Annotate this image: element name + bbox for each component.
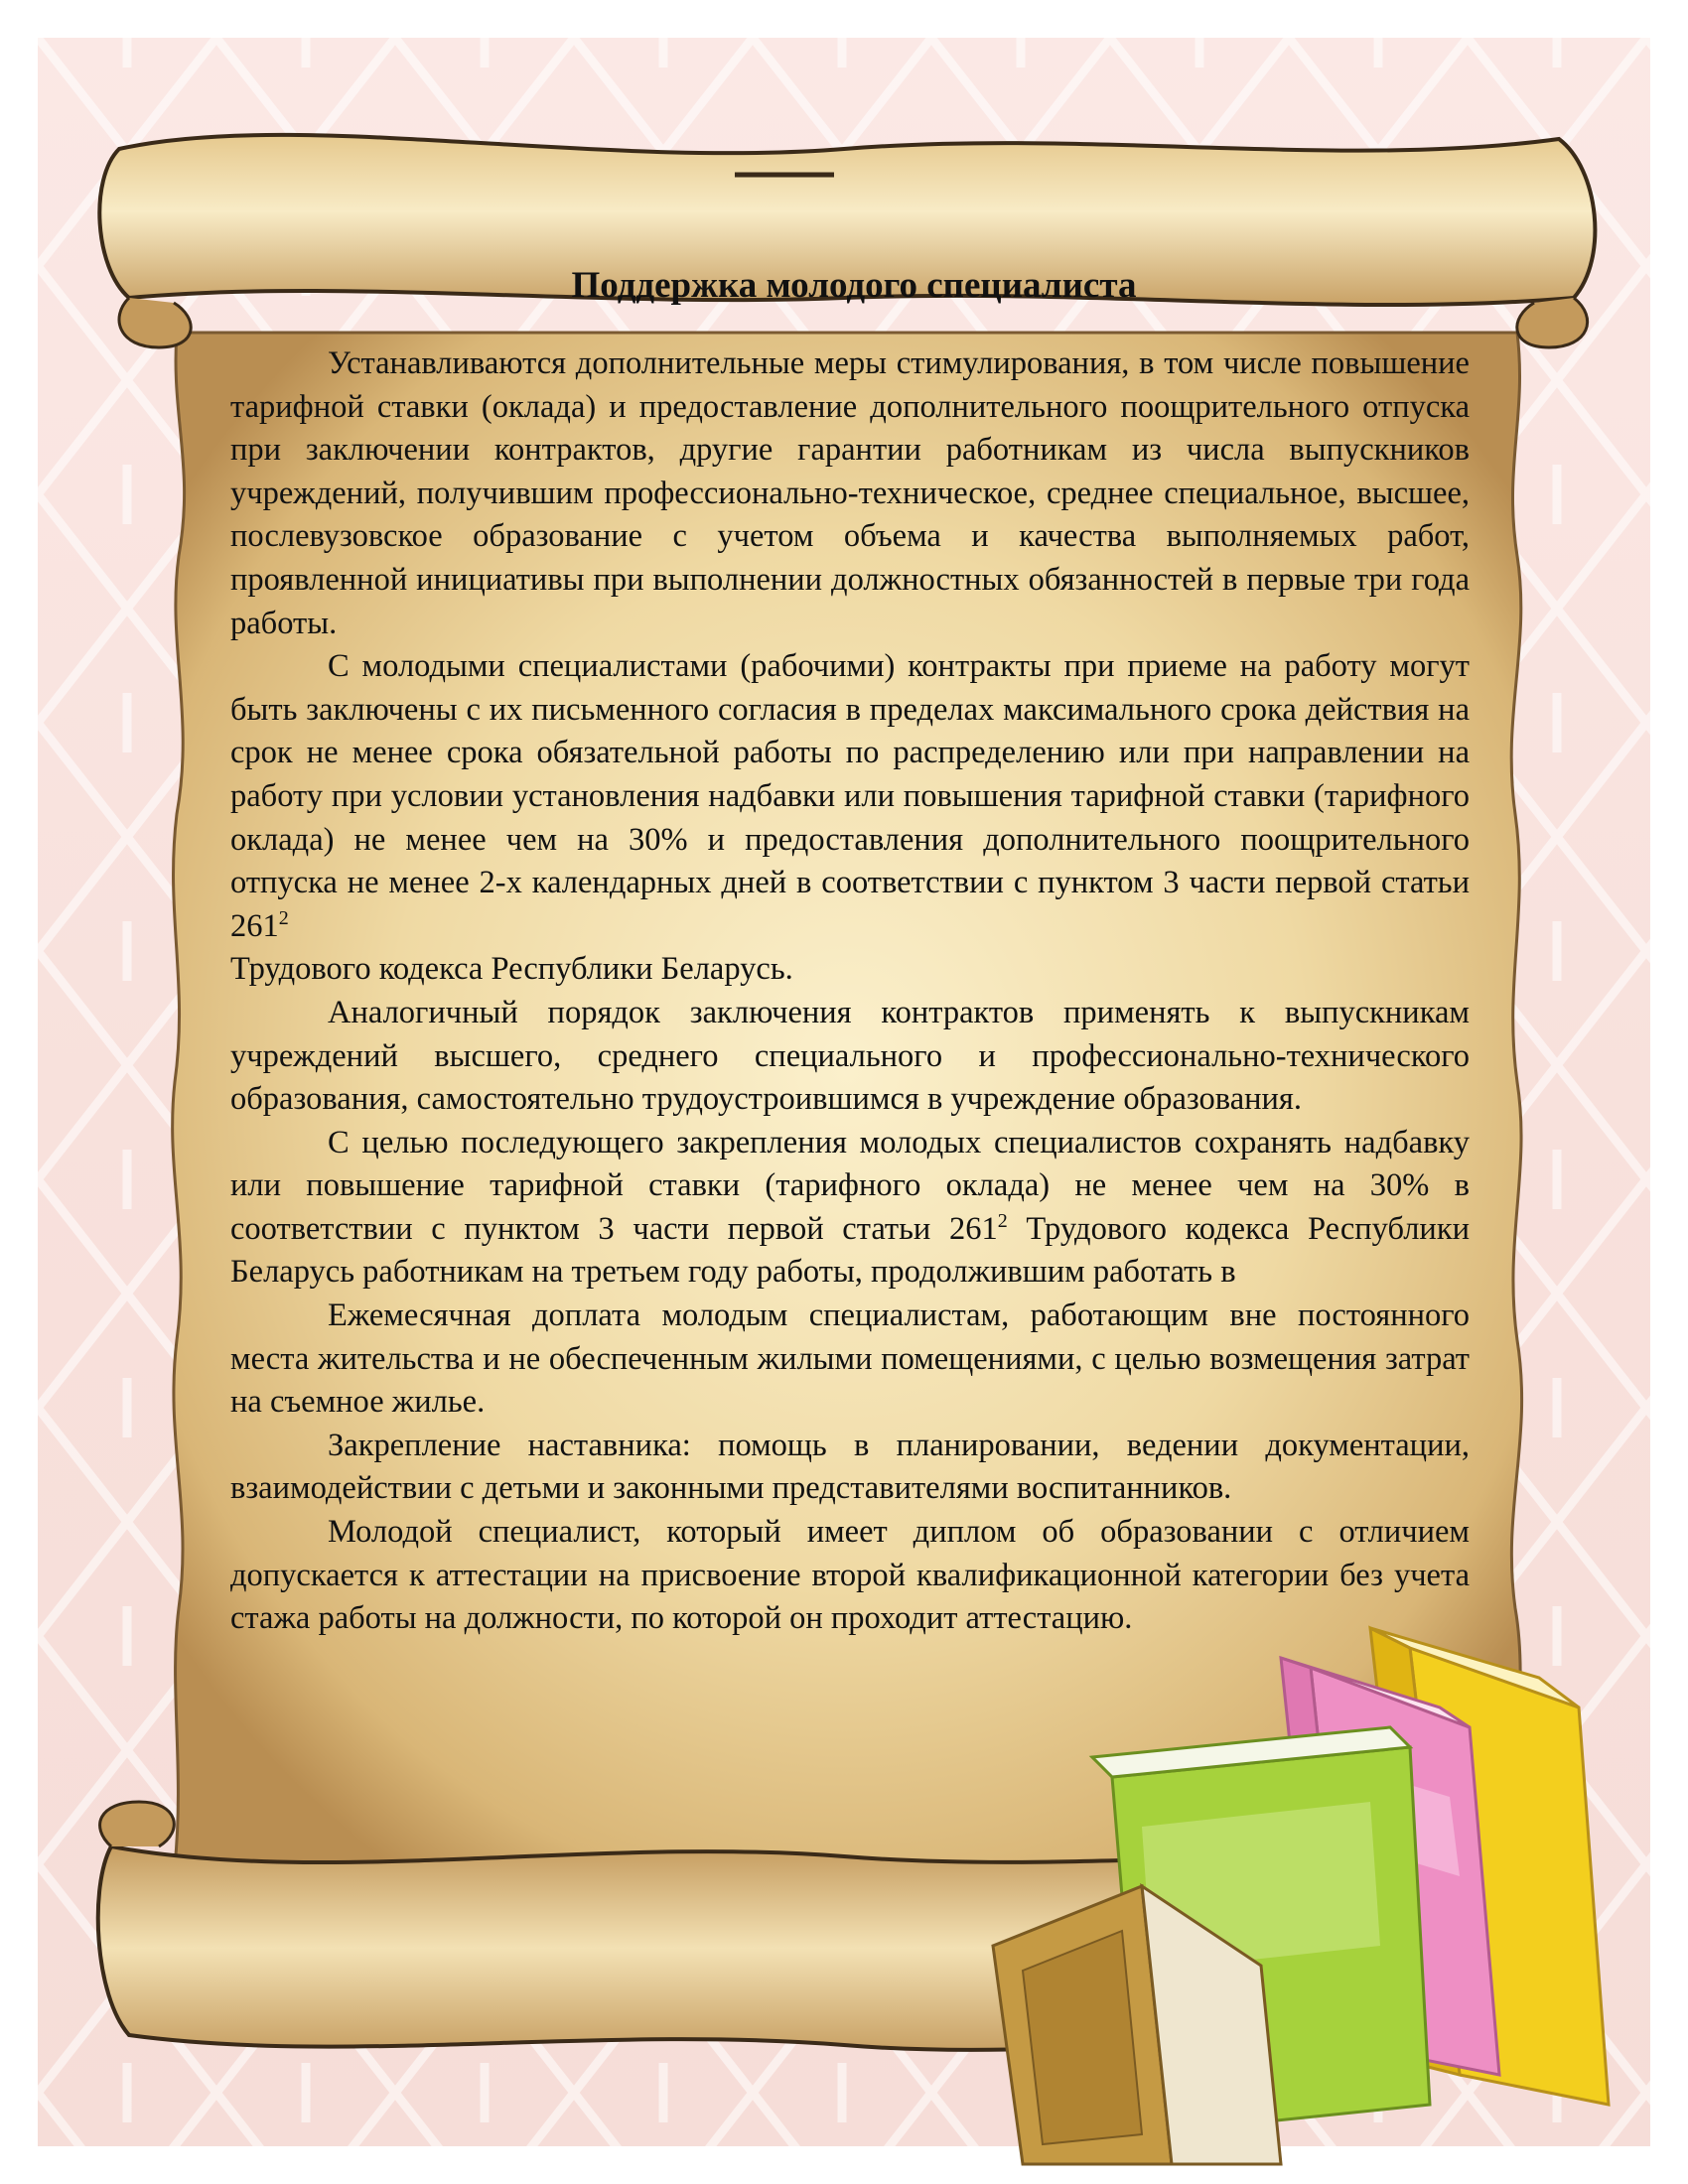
superscript-2: 2 xyxy=(997,1210,1008,1233)
superscript-1: 2 xyxy=(278,906,289,929)
paragraph-2-text: С молодыми специалистами (рабочими) контракты при приеме на работу могут быть заключены с их письменного согласия в пределах максимального срока действия на срок не менее срока обязательной работы по распределению или при направлении на работу при условии установления надбавки или повышения тарифной ставки (тарифного оклада) не менее чем на 30% и предоставления дополнительного поощрительного отпуска не менее 2-х календарных дней в соответствии с пунктом 3 части первой статьи 261 xyxy=(230,648,1470,944)
paragraph-4-text: С целью последующего закрепления молодых специалистов сохранять надбавку или повышение тарифной ставки (тарифного оклада) не менее чем на 30% в соответствии с пунктом 3 части первой статьи 261 xyxy=(230,1124,1470,1247)
paragraph-4-text-end: Трудового кодекса Республики Беларусь работникам на третьем году работы, продолжившим работать в xyxy=(230,1210,1471,1291)
paragraph-3: Аналогичный порядок заключения контрактов применять к выпускникам учреждений высшего, среднего специального и профессионально-технического образования, самостоятельно трудоустроившимся в учреждение образования. xyxy=(230,994,1470,1118)
paragraph-2-continued: Трудового кодекса Республики Беларусь. xyxy=(230,951,793,988)
paragraph-4 xyxy=(230,1122,1470,1295)
paragraph-5: Ежемесячная доплата молодым специалистам, работающим вне постоянного места жительства и не обеспеченным жилыми помещениями, с целью возмещения затрат на съемное жилье. xyxy=(230,1297,1470,1421)
paragraph-1: Устанавливаются дополнительные меры стимулирования, в том числе повышение тарифной ставки (оклада) и предоставление дополнительного поощрительного отпуска при заключении контрактов, другие гарантии работникам из числа выпускников учреждений, получившим профессионально-техническое, среднее специальное, высшее, послевузовское образование с учетом объема и качества выполняемых работ, проявленной инициативы при выполнении должностных обязанностей в первые три года работы. xyxy=(230,345,1470,641)
paragraph-7: Молодой специалист, который имеет диплом об образовании с отличием допускается к аттестации на присвоение второй квалификационной категории без учета стажа работы на должности, по которой он проходит аттестацию. xyxy=(230,1514,1470,1637)
paragraph-2 xyxy=(230,645,1470,948)
page-title: Поддержка молодого специалиста xyxy=(571,265,1137,306)
body-text xyxy=(230,342,1470,1641)
paragraph-6: Закрепление наставника: помощь в планировании, ведении документации, взаимодействии с детьми и законными представителями воспитанников. xyxy=(230,1427,1470,1507)
